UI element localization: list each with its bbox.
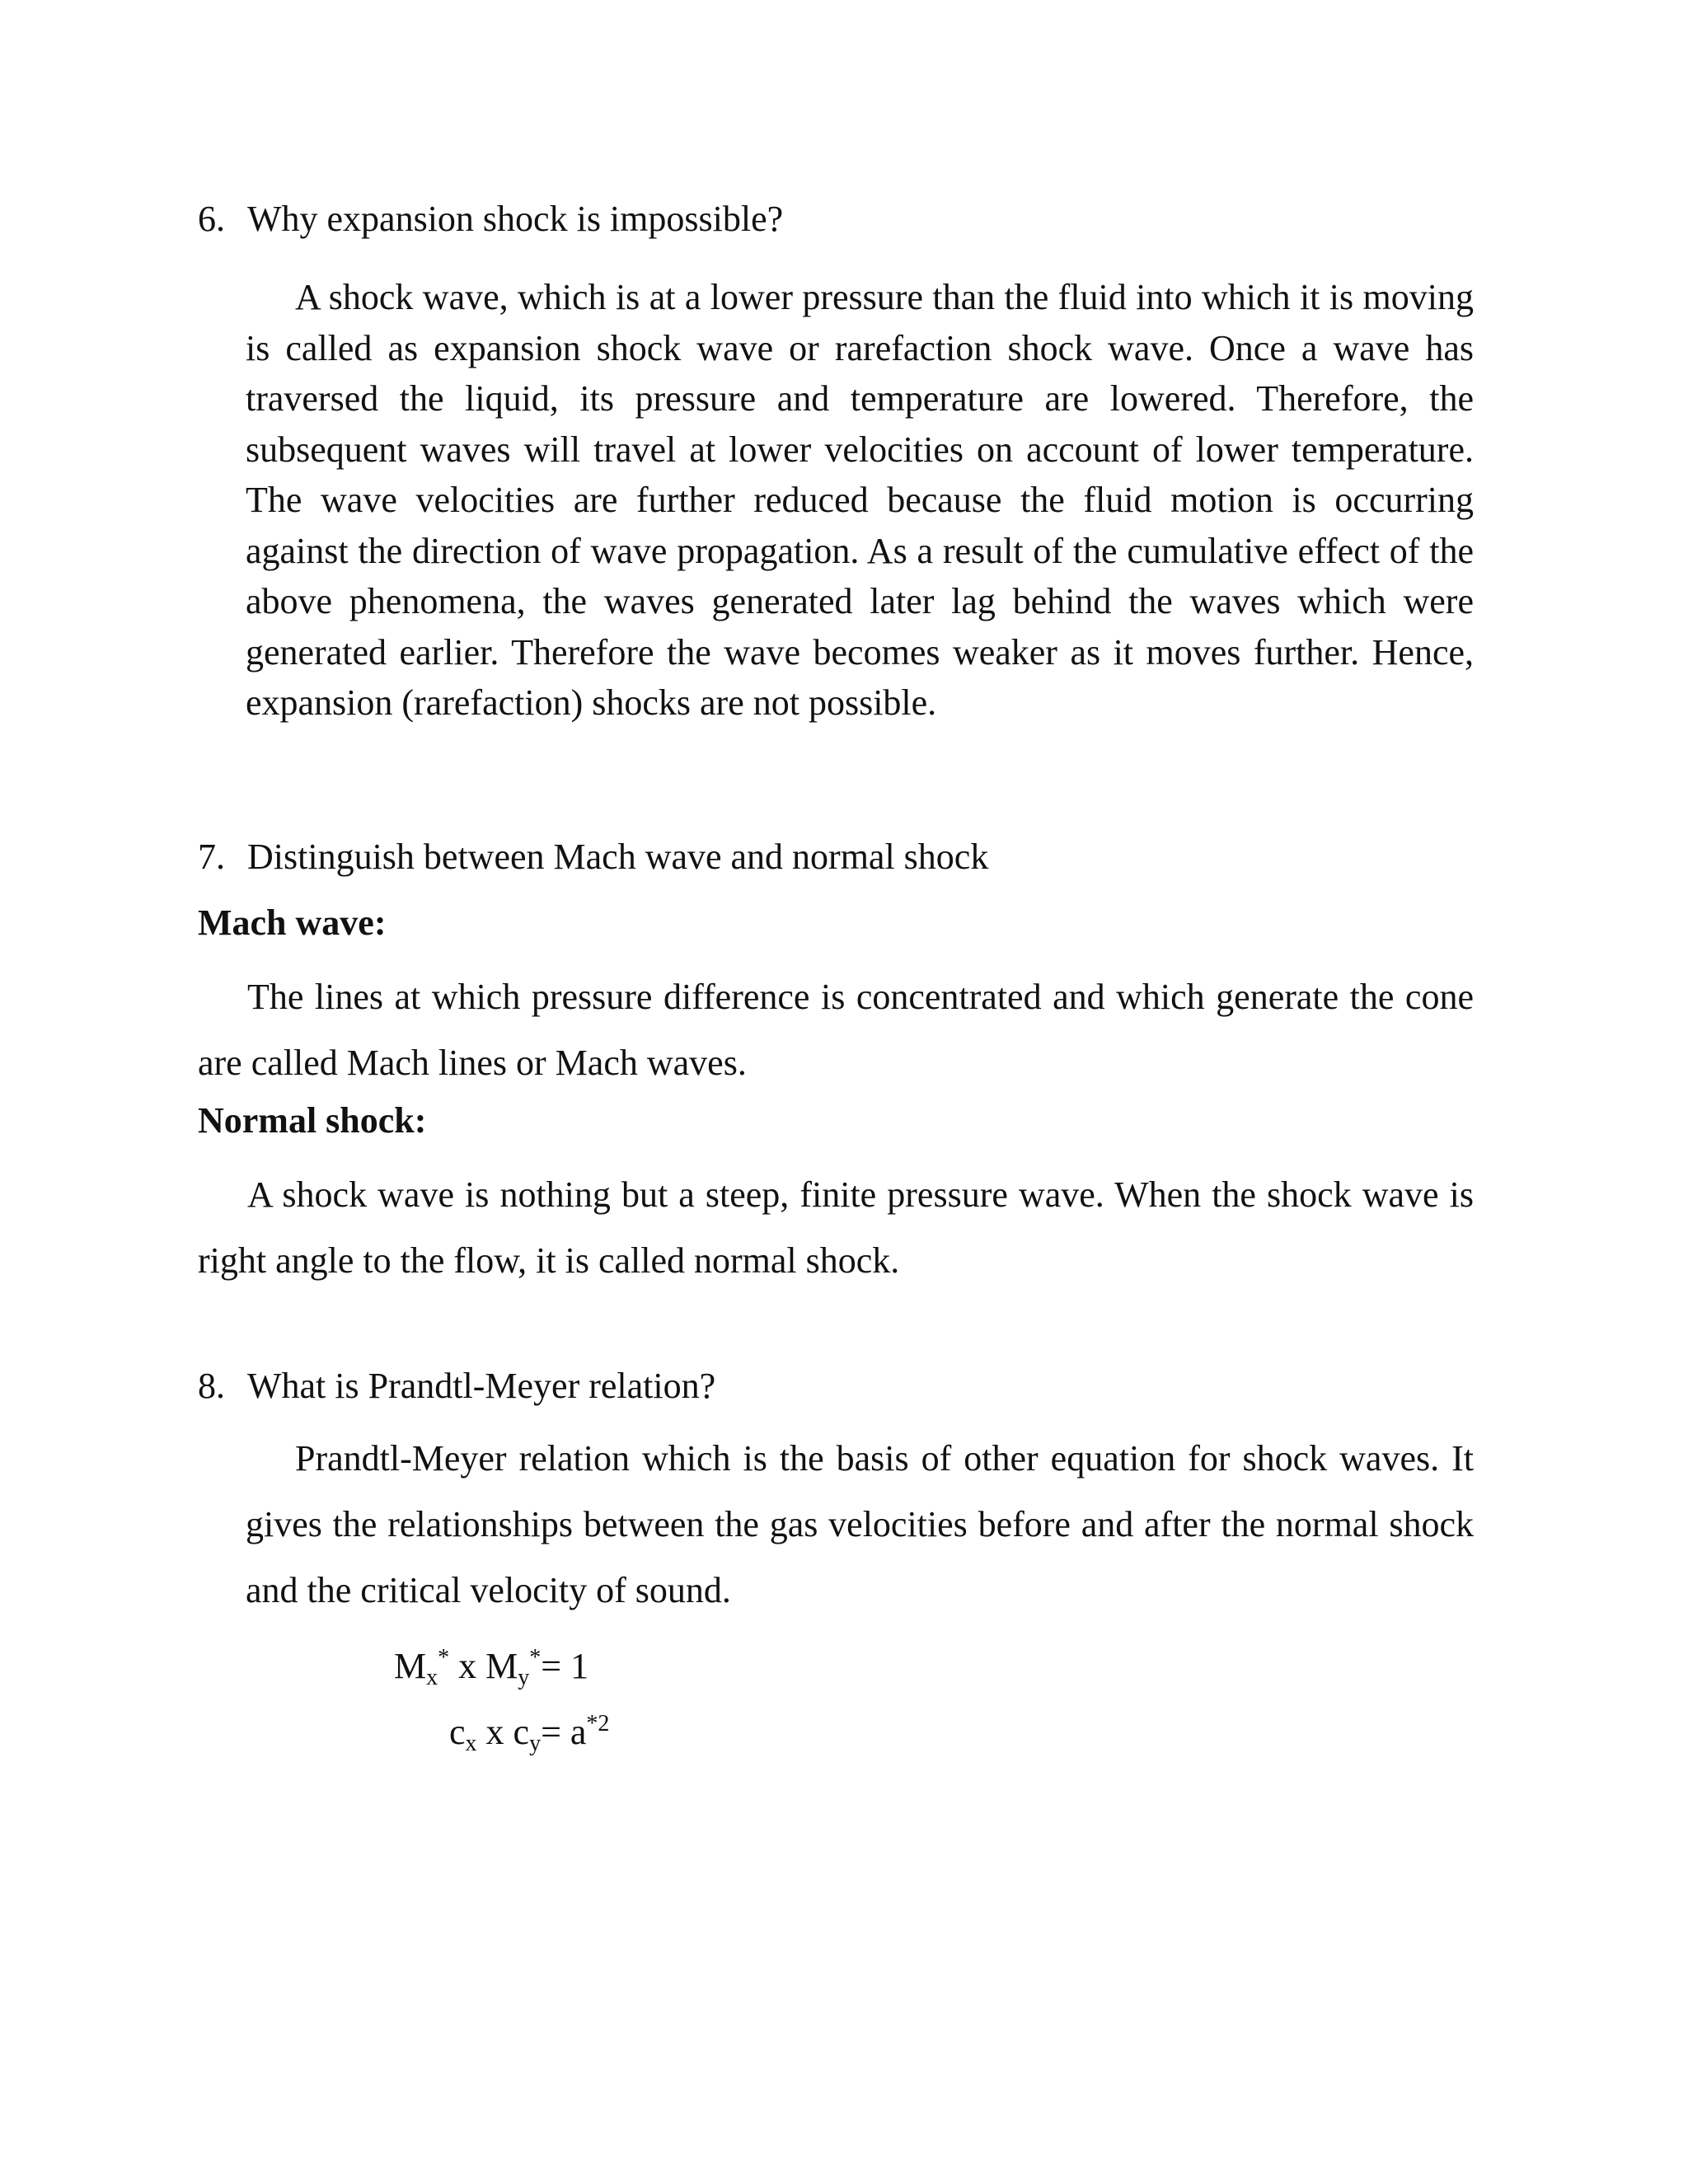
question-text: Distinguish between Mach wave and normal shock	[247, 837, 989, 877]
eq-subscript: y	[518, 1665, 530, 1690]
question-8-answer: Prandtl-Meyer relation which is the basis of other equation for shock waves. It gives the relationships between the gas velocities before and after the normal shock and the critical velocity of sound.	[246, 1438, 1474, 1610]
eq-superscript: *	[529, 1645, 542, 1671]
mach-wave-heading: Mach wave:	[198, 902, 387, 943]
question-text: What is Prandtl-Meyer relation?	[247, 1366, 716, 1406]
eq-operator: x	[449, 1646, 486, 1686]
equation-mach-product	[394, 1633, 588, 1703]
eq-symbol: c	[449, 1712, 466, 1752]
question-number: 7.	[198, 837, 225, 877]
question-8-heading	[198, 1361, 715, 1411]
eq-subscript: x	[426, 1665, 438, 1690]
equation-velocity-product	[449, 1699, 609, 1769]
question-text: Why expansion shock is impossible?	[247, 199, 784, 239]
eq-symbol: M	[485, 1646, 518, 1686]
eq-rhs: = a	[541, 1712, 587, 1752]
normal-shock-definition: A shock wave is nothing but a steep, finite pressure wave. When the shock wave is right angle to the flow, it is called normal shock.	[198, 1174, 1474, 1281]
eq-symbol: c	[513, 1712, 530, 1752]
eq-superscript: *2	[586, 1711, 610, 1736]
question-6-heading	[198, 194, 783, 244]
eq-superscript: *	[438, 1645, 450, 1671]
eq-rhs: = 1	[541, 1646, 589, 1686]
question-number: 8.	[198, 1366, 225, 1406]
normal-shock-heading: Normal shock:	[198, 1100, 427, 1141]
question-number: 6.	[198, 199, 225, 239]
eq-subscript: y	[529, 1731, 542, 1756]
question-7-heading	[198, 832, 988, 882]
eq-operator: x	[476, 1712, 513, 1752]
eq-symbol: M	[394, 1646, 427, 1686]
eq-subscript: x	[465, 1731, 477, 1756]
question-6-answer: A shock wave, which is at a lower pressure than the fluid into which it is moving is called as expansion shock wave or rarefaction shock wave. Once a wave has traversed the liquid, its pressure and temperature are lowered. Therefore, the subsequent waves will travel at lower velocities on account of lower temperature. The wave velocities are further reduced because the fluid motion is occurring against the direction of wave propagation. As a result of the cumulative effect of the above phenomena, the waves generated later lag behind the waves which were generated earlier. Therefore the wave becomes weaker as it moves further. Hence, expansion (rarefaction) shocks are not possible.	[246, 277, 1474, 723]
mach-wave-definition: The lines at which pressure difference is concentrated and which generate the cone are called Mach lines or Mach waves.	[198, 977, 1474, 1083]
